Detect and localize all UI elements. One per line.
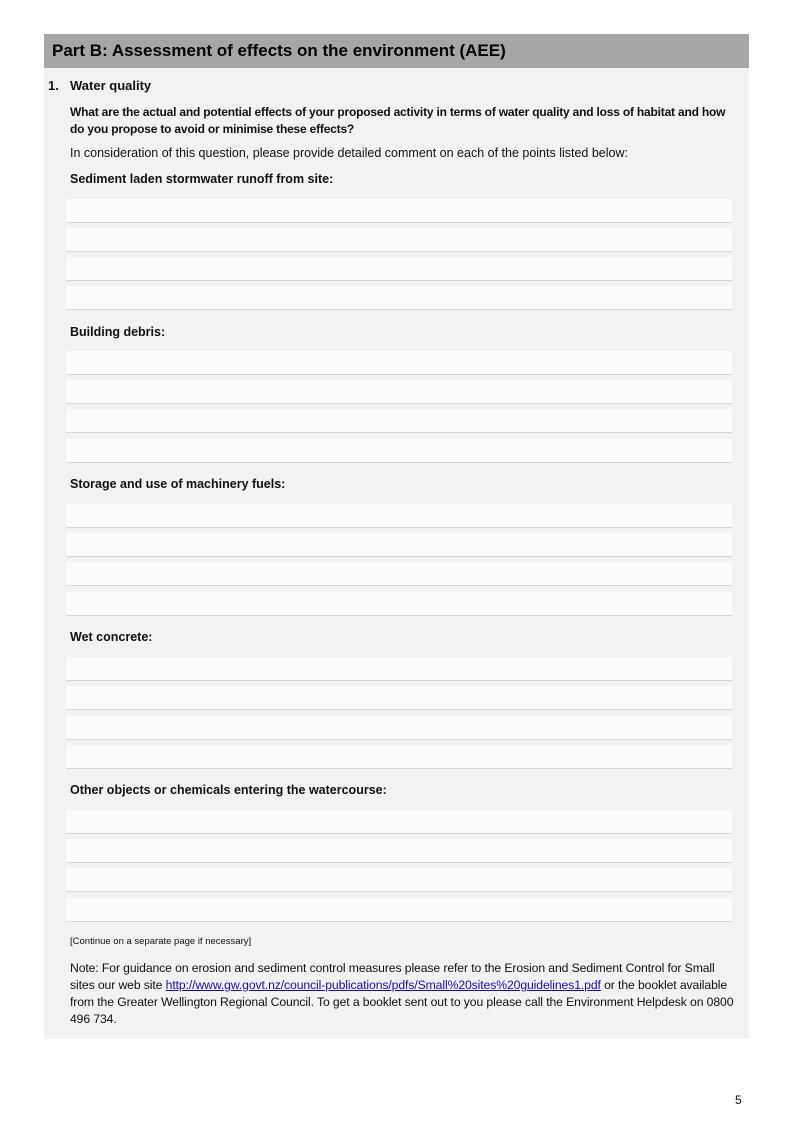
machinery-fuels-line-4[interactable] (66, 592, 732, 616)
other-objects-line-1[interactable] (66, 810, 732, 834)
other-objects-line-4[interactable] (66, 898, 732, 922)
building-debris-line-3[interactable] (66, 409, 732, 433)
machinery-fuels-line-3[interactable] (66, 562, 732, 586)
note-text-before-link: Note: For guidance on erosion and sediment control measures please refer to the Erosion and Sediment Control for Small sites our web site (70, 961, 715, 992)
question-text: What are the actual and potential effects of your proposed activity in terms of water quality and loss of habitat and how do you propose to avoid or minimise these effects? (70, 105, 726, 136)
wet-concrete-line-1[interactable] (66, 657, 732, 681)
wet-concrete-line-4[interactable] (66, 745, 732, 769)
wet-concrete-line-3[interactable] (66, 716, 732, 740)
field-label-sediment-runoff: Sediment laden stormwater runoff from site: (70, 172, 334, 186)
section-header (44, 34, 749, 68)
instruction-text: In consideration of this question, please provide detailed comment on each of the points listed below: (70, 146, 628, 160)
other-objects-line-3[interactable] (66, 868, 732, 892)
wet-concrete-line-2[interactable] (66, 686, 732, 710)
building-debris-line-2[interactable] (66, 380, 732, 404)
page-title: Part B: Assessment of effects on the environment (AEE) (52, 41, 506, 60)
section-number: 1. (48, 78, 59, 93)
section-title: Water quality (70, 78, 152, 93)
field-label-machinery-fuels: Storage and use of machinery fuels: (70, 477, 286, 491)
building-debris-line-4[interactable] (66, 439, 732, 463)
field-label-other-objects: Other objects or chemicals entering the watercourse: (70, 783, 387, 797)
field-label-wet-concrete: Wet concrete: (70, 630, 153, 644)
building-debris-line-1[interactable] (66, 351, 732, 375)
note-text-after-link: or the booklet available from the Greater Wellington Regional Council. To get a booklet sent out to you please call the Environment Helpdesk on 0800 496 734. (70, 978, 734, 1026)
sediment-runoff-line-3[interactable] (66, 257, 732, 281)
other-objects-line-2[interactable] (66, 839, 732, 863)
sediment-runoff-line-2[interactable] (66, 228, 732, 252)
field-label-building-debris: Building debris: (70, 325, 166, 339)
continue-note: [Continue on a separate page if necessary] (70, 936, 252, 947)
machinery-fuels-line-1[interactable] (66, 504, 732, 528)
guidelines-link[interactable]: http://www.gw.govt.nz/council-publications/pdfs/Small%20sites%20guidelines1.pdf (165, 978, 601, 992)
sediment-runoff-line-1[interactable] (66, 199, 732, 223)
guidance-note (70, 960, 735, 1028)
machinery-fuels-line-2[interactable] (66, 533, 732, 557)
sediment-runoff-line-4[interactable] (66, 286, 732, 310)
page-number: 5 (735, 1093, 742, 1107)
